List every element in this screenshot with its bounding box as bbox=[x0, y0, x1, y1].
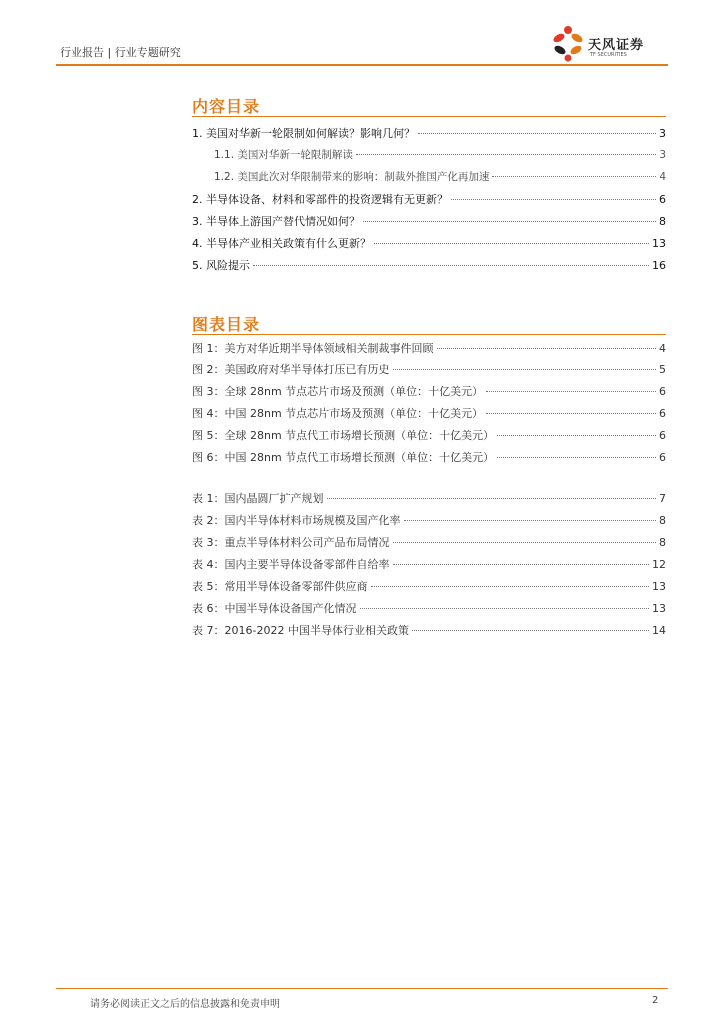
leader-dots bbox=[371, 586, 650, 587]
figure-item-page: 6 bbox=[659, 407, 666, 420]
table-item-page: 14 bbox=[652, 624, 666, 637]
table-item[interactable] bbox=[192, 490, 666, 506]
page-header bbox=[56, 36, 668, 66]
figure-item-page: 6 bbox=[659, 451, 666, 464]
toc-item-label: 5. 风险提示 bbox=[192, 259, 250, 272]
toc-item[interactable] bbox=[192, 213, 666, 229]
toc-item[interactable] bbox=[192, 235, 666, 251]
figure-item-page: 5 bbox=[659, 363, 666, 376]
logo-flower-icon bbox=[548, 22, 588, 66]
figure-item-label: 图 3：全球 28nm 节点芯片市场及预测（单位：十亿美元） bbox=[192, 385, 484, 398]
table-item-label: 表 4：国内主要半导体设备零部件自给率 bbox=[192, 558, 390, 571]
table-item-page: 8 bbox=[659, 514, 666, 527]
leader-dots bbox=[404, 520, 657, 521]
figure-item-page: 6 bbox=[659, 385, 666, 398]
table-item-label: 表 7：2016-2022 中国半导体行业相关政策 bbox=[192, 624, 409, 637]
leader-dots bbox=[327, 498, 657, 499]
leader-dots bbox=[418, 133, 656, 134]
toc-item[interactable] bbox=[192, 125, 666, 141]
figures-title: 图表目录 bbox=[192, 315, 261, 334]
table-item-label: 表 3：重点半导体材料公司产品布局情况 bbox=[192, 536, 390, 549]
figure-item[interactable] bbox=[192, 449, 666, 465]
leader-dots bbox=[360, 608, 650, 609]
leader-dots bbox=[451, 199, 656, 200]
figure-item[interactable] bbox=[192, 427, 666, 443]
toc-item-label: 1.2. 美国此次对华限制带来的影响：制裁外推国产化再加速 bbox=[214, 171, 490, 183]
toc-item-label: 1. 美国对华新一轮限制如何解读？影响几何？ bbox=[192, 127, 415, 140]
toc-subitem[interactable] bbox=[214, 147, 666, 162]
toc-item-page: 4 bbox=[659, 171, 666, 183]
leader-dots bbox=[393, 542, 657, 543]
toc-item[interactable] bbox=[192, 257, 666, 273]
table-item[interactable] bbox=[192, 556, 666, 572]
figure-item-label: 图 4：中国 28nm 节点芯片市场及预测（单位：十亿美元） bbox=[192, 407, 484, 420]
table-item[interactable] bbox=[192, 622, 666, 638]
figure-item-label: 图 5：全球 28nm 节点代工市场增长预测（单位：十亿美元） bbox=[192, 429, 495, 442]
leader-dots bbox=[356, 154, 656, 155]
leader-dots bbox=[374, 243, 649, 244]
figure-item-page: 6 bbox=[659, 429, 666, 442]
leader-dots bbox=[497, 457, 656, 458]
page-number: 2 bbox=[652, 995, 659, 1006]
leader-dots bbox=[412, 630, 649, 631]
table-item[interactable] bbox=[192, 578, 666, 594]
footer-disclaimer: 请务必阅读正文之后的信息披露和免责申明 bbox=[90, 999, 280, 1010]
company-logo bbox=[548, 22, 668, 68]
toc-item-page: 16 bbox=[652, 259, 666, 272]
table-item-page: 7 bbox=[659, 492, 666, 505]
leader-dots bbox=[363, 221, 656, 222]
table-item[interactable] bbox=[192, 512, 666, 528]
table-item-page: 8 bbox=[659, 536, 666, 549]
table-item[interactable] bbox=[192, 600, 666, 616]
toc-item[interactable] bbox=[192, 191, 666, 207]
table-item-label: 表 5：常用半导体设备零部件供应商 bbox=[192, 580, 368, 593]
figures-title-underline bbox=[192, 334, 666, 335]
toc-title: 内容目录 bbox=[192, 97, 261, 116]
leader-dots bbox=[492, 176, 656, 177]
table-item-page: 13 bbox=[652, 602, 666, 615]
logo-text-en: TF SECURITIES bbox=[590, 52, 627, 58]
leader-dots bbox=[497, 435, 656, 436]
figure-item-label: 图 2：美国政府对华半导体打压已有历史 bbox=[192, 363, 390, 376]
toc-item-page: 6 bbox=[659, 193, 666, 206]
table-item-page: 12 bbox=[652, 558, 666, 571]
table-item-page: 13 bbox=[652, 580, 666, 593]
leader-dots bbox=[393, 564, 650, 565]
toc-title-underline bbox=[192, 116, 666, 117]
toc-item-page: 3 bbox=[659, 127, 666, 140]
toc-item-page: 3 bbox=[659, 149, 666, 161]
figure-item-page: 4 bbox=[659, 342, 666, 355]
leader-dots bbox=[486, 391, 656, 392]
toc-item-label: 2. 半导体设备、材料和零部件的投资逻辑有无更新？ bbox=[192, 193, 448, 206]
table-item-label: 表 6：中国半导体设备国产化情况 bbox=[192, 602, 357, 615]
report-breadcrumb: 行业报告 | 行业专题研究 bbox=[60, 46, 181, 59]
toc-item-page: 13 bbox=[652, 237, 666, 250]
figure-item[interactable] bbox=[192, 405, 666, 421]
figure-item-label: 图 1：美方对华近期半导体领域相关制裁事件回顾 bbox=[192, 342, 434, 355]
figure-item[interactable] bbox=[192, 361, 666, 377]
figure-item-label: 图 6：中国 28nm 节点代工市场增长预测（单位：十亿美元） bbox=[192, 451, 495, 464]
toc-item-label: 1.1. 美国对华新一轮限制解读 bbox=[214, 149, 353, 161]
figure-item[interactable] bbox=[192, 383, 666, 399]
toc-item-label: 3. 半导体上游国产替代情况如何？ bbox=[192, 215, 360, 228]
header-divider bbox=[56, 64, 668, 66]
toc-item-label: 4. 半导体产业相关政策有什么更新？ bbox=[192, 237, 371, 250]
table-item-label: 表 2：国内半导体材料市场规模及国产化率 bbox=[192, 514, 401, 527]
table-item[interactable] bbox=[192, 534, 666, 550]
leader-dots bbox=[393, 369, 657, 370]
leader-dots bbox=[486, 413, 656, 414]
toc-item-page: 8 bbox=[659, 215, 666, 228]
logo-text-cn: 天风证券 bbox=[588, 38, 645, 53]
leader-dots bbox=[437, 348, 657, 349]
table-item-label: 表 1：国内晶圆厂扩产规划 bbox=[192, 492, 324, 505]
footer-divider bbox=[56, 988, 668, 989]
leader-dots bbox=[253, 265, 649, 266]
toc-subitem[interactable] bbox=[214, 169, 666, 184]
figure-item[interactable] bbox=[192, 340, 666, 356]
